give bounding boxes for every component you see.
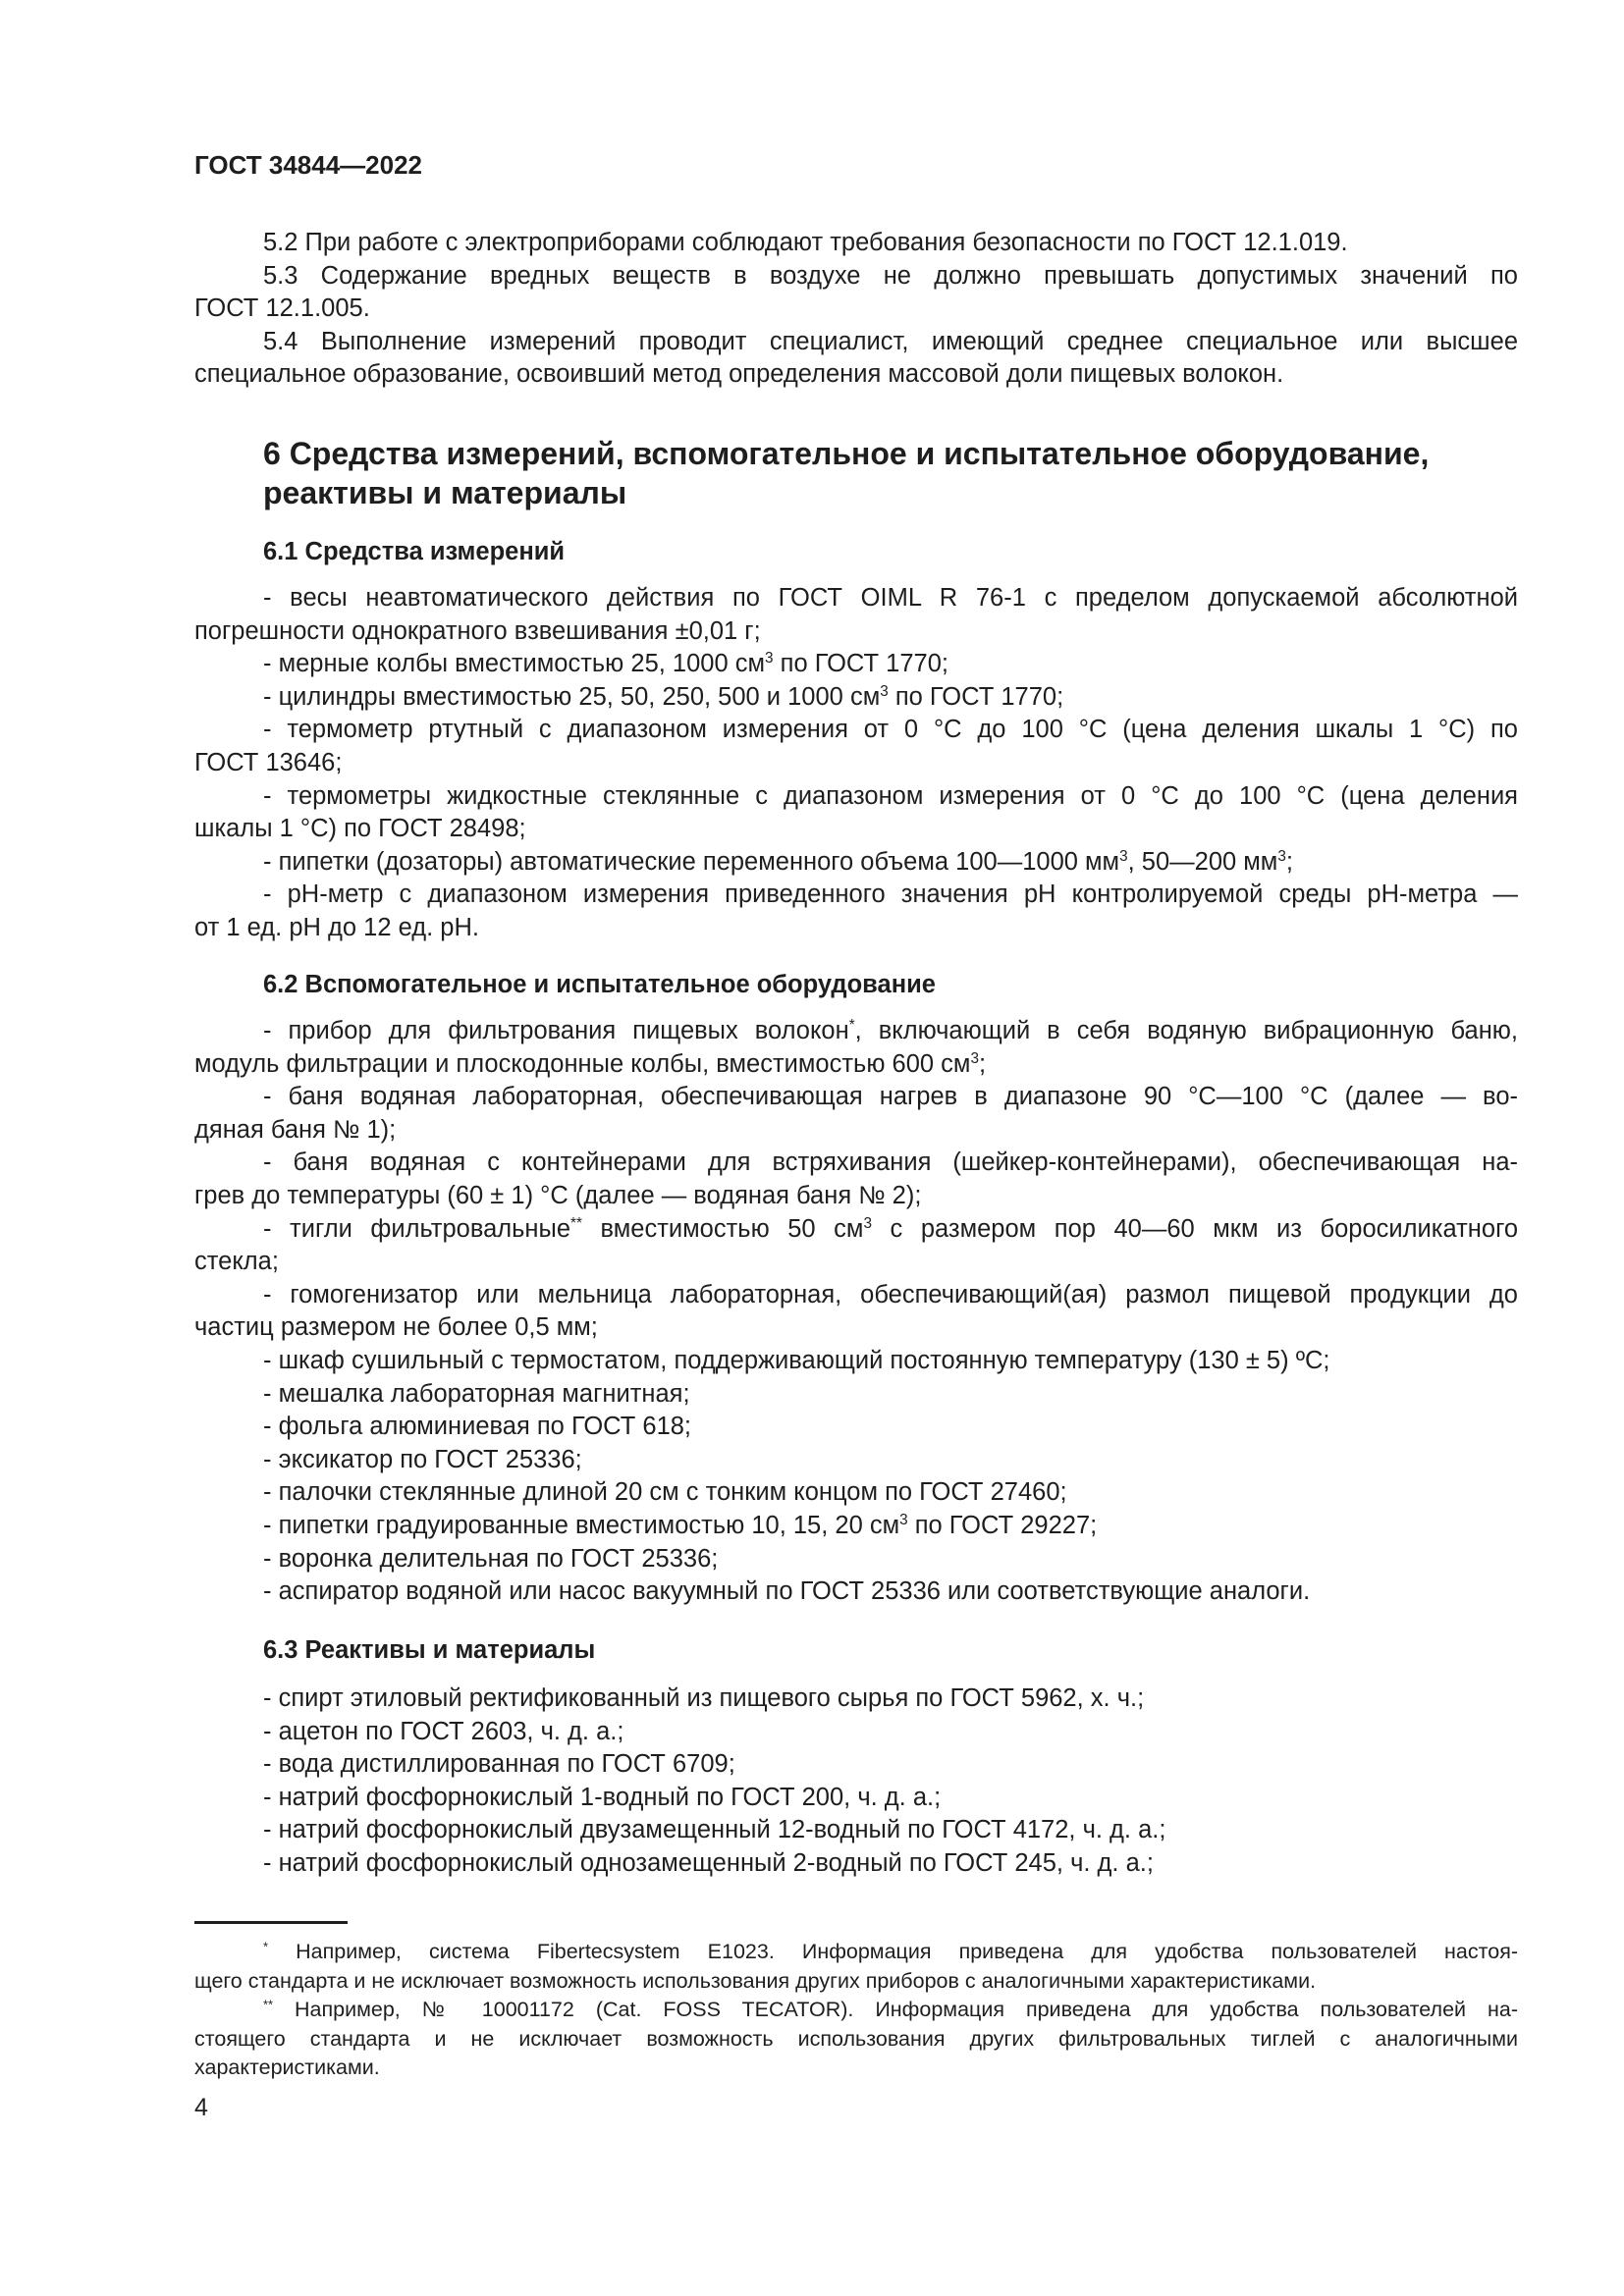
- text-line: - термометры жидкостные стеклянные с диапазоном измерения от 0 °С до 100 °С (цена деления: [263, 781, 1518, 810]
- paragraph: [194, 1378, 1518, 1412]
- text-line: погрешности однократного взвешивания ±0,01 г;: [194, 616, 761, 645]
- text-line: - спирт этиловый ректификованный из пищевого сырья по ГОСТ 5962, х. ч.;: [263, 1684, 1145, 1712]
- section-6-heading: [194, 434, 1518, 512]
- text-line: - термометр ртутный с диапазоном измерения от 0 °С до 100 °С (цена деления шкалы 1 °С) по: [263, 716, 1518, 744]
- text-line: 5.2 При работе с электроприборами соблюдают требования безопасности по ГОСТ 12.1.019.: [263, 229, 1348, 256]
- paragraph: [194, 260, 1518, 326]
- paragraph: [194, 714, 1518, 779]
- text-line: * Например, система Fibertecsystem E1023. Информация приведена для удобства пользователей настоя-: [263, 1939, 1518, 1963]
- footnote-marker: *: [848, 1016, 855, 1034]
- text-line: - шкаф сушильный с термостатом, поддерживающий постоянную температуру (130 ± 5) ºС;: [263, 1346, 1330, 1374]
- text-line: - пипетки (дозаторы) автоматические переменного объема 100—1000 $мм^3$, 50—200 $мм^3$;: [263, 847, 1293, 876]
- paragraph: [194, 879, 1518, 944]
- paragraph: [194, 1015, 1518, 1081]
- text-line: - прибор для фильтрования пищевых волокон*, включающий в себя водяную вибрационную баню,: [263, 1016, 1518, 1044]
- text-line: - вода дистиллированная по ГОСТ 6709;: [263, 1750, 735, 1779]
- paragraph: [194, 648, 1518, 681]
- paragraph: [194, 1575, 1518, 1609]
- text-line: - весы неавтоматического действия по ГОСТ OIML R 76-1 с пределом допускаемой абсолютной: [263, 584, 1518, 612]
- paragraph: [194, 582, 1518, 648]
- text-line: 5.3 Содержание вредных веществ в воздухе не должно превышать допустимых значений по: [263, 261, 1518, 290]
- text-line: стекла;: [194, 1248, 279, 1276]
- paragraph: [194, 846, 1518, 880]
- paragraph: [194, 1081, 1518, 1147]
- paragraph: [194, 1748, 1518, 1782]
- paragraph: [194, 227, 1518, 260]
- text-line: - палочки стеклянные длиной 20 см с тонким концом по ГОСТ 27460;: [263, 1478, 1067, 1507]
- text-line: - ацетон по ГОСТ 2603, ч. д. а.;: [263, 1717, 624, 1745]
- text-line: - воронка делительная по ГОСТ 25336;: [263, 1544, 719, 1573]
- text-line: - гомогенизатор или мельница лабораторная, обеспечивающий(ая) размол пищевой продукции до: [263, 1280, 1518, 1308]
- text-line: ГОСТ 13646;: [194, 748, 343, 776]
- text-line: частиц размером не более 0,5 мм;: [194, 1313, 598, 1342]
- paragraph: [194, 1682, 1518, 1716]
- paragraph: [194, 1411, 1518, 1444]
- text-line: ГОСТ 12.1.005.: [194, 294, 370, 323]
- paragraph: [194, 1147, 1518, 1212]
- text-line: - фольга алюминиевая по ГОСТ 618;: [263, 1413, 692, 1441]
- text-line: - натрий фосфорнокислый однозамещенный 2-водный по ГОСТ 245, ч. д. а.;: [263, 1848, 1154, 1877]
- paragraph: [194, 1543, 1518, 1576]
- paragraph: [194, 1510, 1518, 1543]
- paragraph: [194, 1814, 1518, 1847]
- paragraph: [194, 780, 1518, 846]
- footnotes: [194, 1938, 1518, 2083]
- section-6-3-list: [194, 1682, 1518, 1881]
- paragraph: [194, 681, 1518, 715]
- text-line: - аспиратор водяной или насос вакуумный по ГОСТ 25336 или соответствующие аналоги.: [263, 1577, 1311, 1606]
- text-line: щего стандарта и не исключает возможность использования других приборов с аналогичными характеристиками.: [194, 1968, 1317, 1993]
- text-line: 5.4 Выполнение измерений проводит специалист, имеющий среднее специальное или высшее: [263, 327, 1518, 355]
- text-line: - мешалка лабораторная магнитная;: [263, 1379, 690, 1408]
- text-line: специальное образование, освоивший метод определения массовой доли пищевых волокон.: [194, 360, 1284, 389]
- text-line: ** Например, № 10001172 (Cat. FOSS TECATOR). Информация приведена для удобства пользователей на-: [263, 1997, 1518, 2021]
- footnote-divider: [194, 1921, 348, 1924]
- text-line: шкалы 1 °С) по ГОСТ 28498;: [194, 815, 526, 843]
- paragraph: [194, 1996, 1518, 2083]
- paragraph: [194, 1716, 1518, 1749]
- section-6-heading-line: 6 Средства измерений, вспомогательное и испытательное оборудование,: [263, 436, 1430, 471]
- paragraph: [194, 326, 1518, 392]
- paragraph: [194, 1782, 1518, 1815]
- text-line: - эксикатор по ГОСТ 25336;: [263, 1445, 582, 1473]
- paragraph: [194, 1847, 1518, 1881]
- text-line: - пипетки градуированные вместимостью 10, 15, 20 $см^3$ по ГОСТ 29227;: [263, 1511, 1098, 1539]
- paragraph: [194, 1279, 1518, 1345]
- document-header: ГОСТ 34844—2022: [194, 150, 422, 180]
- section-6-heading-line: реактивы и материалы: [263, 475, 627, 510]
- section-6-3-heading: 6.3 Реактивы и материалы: [263, 1636, 596, 1664]
- page-number: 4: [194, 2094, 208, 2121]
- text-line: стоящего стандарта и не исключает возможность использования других фильтровальных тиглей с аналогичными: [194, 2026, 1518, 2051]
- paragraph: [194, 1938, 1518, 1996]
- text-line: - натрий фосфорнокислый двузамещенный 12-водный по ГОСТ 4172, ч. д. а.;: [263, 1816, 1166, 1844]
- footnote-marker: **: [570, 1214, 582, 1232]
- text-line: - натрий фосфорнокислый 1-водный по ГОСТ 200, ч. д. а.;: [263, 1783, 942, 1811]
- section-6-2-list: [194, 1015, 1518, 1609]
- section-6-2-heading: 6.2 Вспомогательное и испытательное оборудование: [263, 971, 936, 998]
- paragraph: [194, 1476, 1518, 1510]
- text-line: - тигли фильтровальные** вместимостью 50 $см^3$ с размером пор 40—60 мкм из боросиликатного: [263, 1214, 1518, 1243]
- section-6-1-heading: 6.1 Средства измерений: [263, 538, 566, 565]
- text-line: грев до температуры (60 ± 1) °С (далее — водяная баня № 2);: [194, 1181, 922, 1209]
- footnote-marker: **: [263, 1997, 274, 2012]
- text-line: модуль фильтрации и плоскодонные колбы, вместимостью 600 $см^3$;: [194, 1049, 987, 1078]
- text-line: - pH-метр с диапазоном измерения приведенного значения pH контролируемой среды pH-метра —: [263, 881, 1518, 909]
- text-line: - цилиндры вместимостью 25, 50, 250, 500 и 1000 $см^3$ по ГОСТ 1770;: [263, 682, 1064, 711]
- text-line: - баня водяная лабораторная, обеспечивающая нагрев в диапазоне 90 °С—100 °С (далее — во-: [263, 1083, 1518, 1111]
- paragraph: [194, 1444, 1518, 1477]
- section-6-1-list: [194, 582, 1518, 945]
- paragraph: [194, 1213, 1518, 1279]
- footnote-marker: *: [263, 1939, 269, 1954]
- text-line: - баня водяная с контейнерами для встряхивания (шейкер-контейнерами), обеспечивающая на-: [263, 1148, 1518, 1177]
- paragraph: [194, 1345, 1518, 1378]
- section-5: [194, 227, 1518, 392]
- text-line: от 1 ед. pH до 12 ед. pH.: [194, 913, 479, 941]
- text-line: характеристиками.: [194, 2056, 380, 2079]
- text-line: дяная баня № 1);: [194, 1115, 397, 1144]
- text-line: - мерные колбы вместимостью 25, 1000 $см^3$ по ГОСТ 1770;: [263, 650, 948, 678]
